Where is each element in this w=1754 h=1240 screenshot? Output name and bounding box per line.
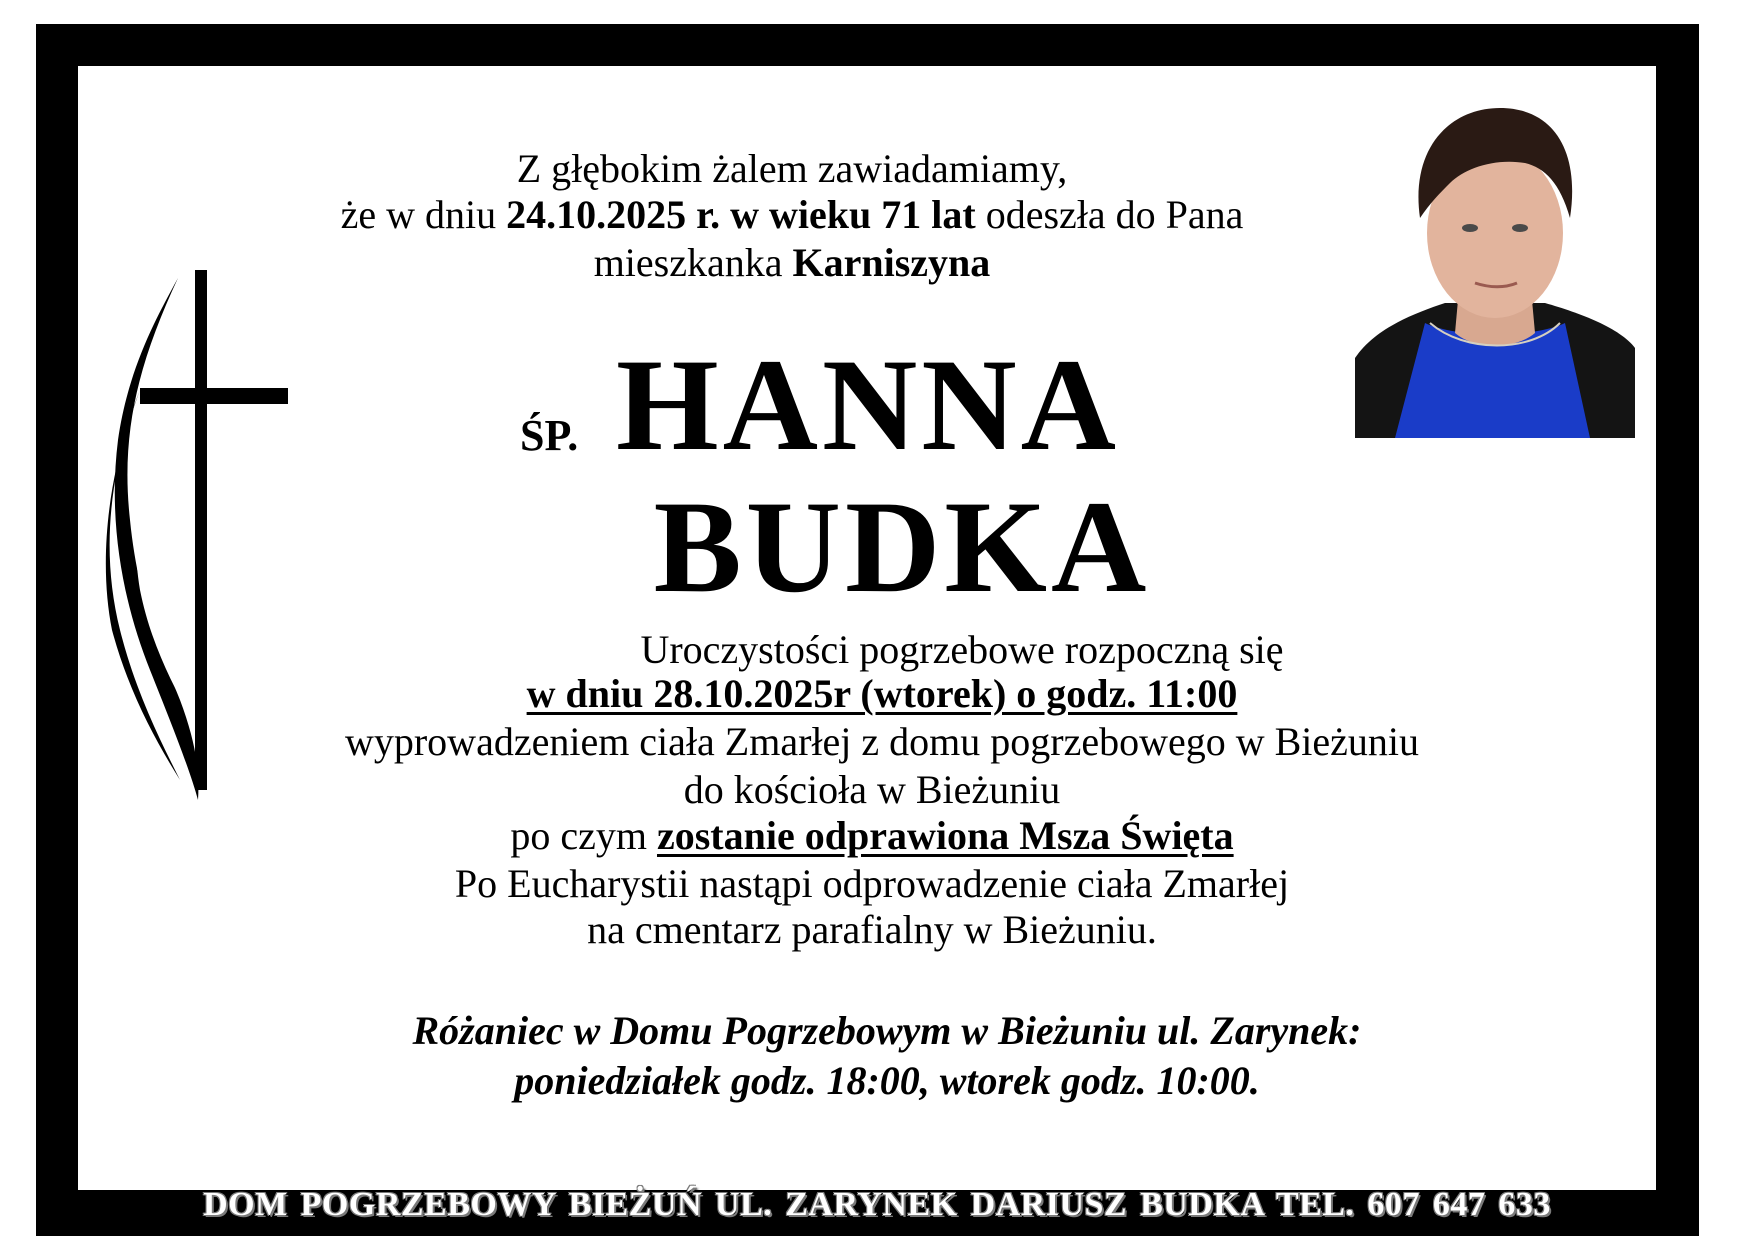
sp-prefix: ŚP. <box>520 411 579 460</box>
funeral-line-6 <box>0 862 1749 906</box>
death-date-age: 24.10.2025 r. w wieku 71 lat <box>506 192 976 237</box>
intro-line-2 <box>0 192 1669 238</box>
funeral-date-time: w dniu 28.10.2025r (wtorek) o godz. 11:00 <box>526 671 1238 716</box>
intro-text-2b: odeszła do Pana <box>975 192 1244 237</box>
funeral-text-3: wyprowadzeniem ciała Zmarłej z domu pogrzebowego w Bieżuniu <box>344 719 1420 764</box>
intro-text-1: Z głębokim żalem zawiadamiamy, <box>516 146 1068 191</box>
funeral-text-1: Uroczystości pogrzebowe rozpoczną się <box>640 627 1284 672</box>
funeral-line-2 <box>5 672 1754 716</box>
funeral-line-1 <box>85 628 1754 672</box>
rosary-line-2 <box>10 1058 1754 1104</box>
rosary-text-1: Różaniec w Domu Pogrzebowym w Bieżuniu ul. Zarynek: <box>412 1008 1362 1053</box>
deceased-first-name: HANNA <box>616 331 1120 478</box>
intro-text-2a: że w dniu <box>340 192 507 237</box>
intro-line-1 <box>0 146 1669 192</box>
funeral-text-7: na cmentarz parafialny w Bieżuniu. <box>587 907 1157 952</box>
funeral-line-3 <box>5 720 1754 764</box>
funeral-line-7 <box>0 908 1749 952</box>
funeral-home-footer: DOM POGRZEBOWY BIEŻUŃ UL. ZARYNEK DARIUSZ BUDKA TEL. 607 647 633 <box>203 1186 1551 1223</box>
funeral-text-5a: po czym <box>510 813 657 858</box>
rosary-text-2: poniedziałek godz. 18:00, wtorek godz. 10:00. <box>514 1058 1260 1103</box>
rosary-line-1 <box>10 1008 1754 1054</box>
residence-place: Karniszyna <box>792 240 991 285</box>
funeral-line-4 <box>0 768 1749 812</box>
intro-line-3 <box>0 240 1669 286</box>
funeral-line-5 <box>0 814 1749 858</box>
intro-text-3a: mieszkanka <box>593 240 793 285</box>
mass-text: zostanie odprawiona Msza Święta <box>656 813 1234 858</box>
deceased-first-name-row <box>520 331 1140 478</box>
funeral-text-6: Po Eucharystii nastąpi odprowadzenie ciała Zmarłej <box>454 861 1290 906</box>
deceased-last-name: BUDKA <box>653 473 1151 620</box>
funeral-text-4: do kościoła w Bieżuniu <box>683 767 1061 812</box>
